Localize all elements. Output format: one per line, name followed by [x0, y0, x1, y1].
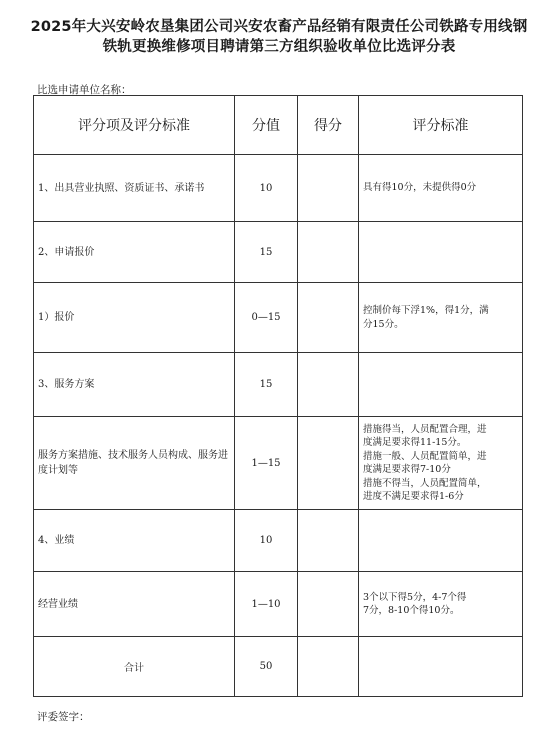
row-value: 15: [235, 222, 298, 283]
table-row: [34, 510, 523, 572]
row-score[interactable]: [298, 417, 359, 510]
row-value: 1—10: [235, 572, 298, 637]
title-line-1: 2025年大兴安岭农垦集团公司兴安农畜产品经销有限责任公司铁路专用线钢: [30, 19, 528, 35]
row-criteria: [359, 222, 523, 283]
row-score[interactable]: [298, 155, 359, 222]
row-score[interactable]: [298, 222, 359, 283]
criteria-line: 措施不得当，人员配置简单，: [363, 477, 487, 489]
header-score: 得分: [298, 96, 359, 155]
header-row: [34, 96, 523, 155]
criteria-line: 3个以下得5分，4-7个得: [363, 591, 467, 603]
table-row: [34, 572, 523, 637]
criteria-line: 措施得当，人员配置合理，进: [363, 423, 487, 435]
applicant-label: 比选申请单位名称：: [37, 84, 132, 96]
table-row: [34, 222, 523, 283]
table-row: [34, 155, 523, 222]
total-row: [34, 637, 523, 697]
header-value: 分值: [235, 96, 298, 155]
criteria-line: 度满足要求得11-15分。: [363, 437, 467, 448]
criteria-line: 7分，8-10个得10分。: [363, 605, 460, 616]
document-title: [22, 17, 536, 57]
row-score[interactable]: [298, 510, 359, 572]
header-item: 评分项及评分标准: [34, 96, 235, 155]
row-criteria: [359, 572, 523, 637]
scoring-table: [33, 95, 523, 697]
row-criteria: [359, 283, 523, 353]
row-item: 4、业绩: [34, 510, 235, 572]
row-item: 服务方案措施、技术服务人员构成、服务进度计划等: [34, 417, 235, 510]
row-criteria: [359, 353, 523, 417]
row-score[interactable]: [298, 283, 359, 353]
row-item: 经营业绩: [34, 572, 235, 637]
row-value: 10: [235, 155, 298, 222]
criteria-line: 控制价每下浮1%，得1分，满: [363, 305, 489, 316]
table-row: [34, 283, 523, 353]
criteria-line: 分15分。: [363, 318, 404, 330]
table-row: [34, 417, 523, 510]
row-criteria: [359, 155, 523, 222]
total-value: 50: [235, 637, 298, 697]
row-score[interactable]: [298, 572, 359, 637]
criteria-line: 进度不满足要求得1-6分: [363, 491, 464, 502]
criteria-line: 度满足要求得7-10分: [363, 464, 451, 475]
row-value: 0—15: [235, 283, 298, 353]
criteria-line: 具有得10分，未提供得0分: [363, 182, 477, 194]
title-line-2: 铁轨更换维修项目聘请第三方组织验收单位比选评分表: [102, 39, 456, 55]
total-score[interactable]: [298, 637, 359, 697]
row-score[interactable]: [298, 353, 359, 417]
header-criteria: 评分标准: [359, 96, 523, 155]
table-row: [34, 353, 523, 417]
row-value: 1—15: [235, 417, 298, 510]
criteria-line: 措施一般、人员配置简单，进: [363, 450, 487, 462]
total-criteria: [359, 637, 523, 697]
row-item: 3、服务方案: [34, 353, 235, 417]
total-label: 合计: [34, 637, 235, 697]
row-criteria: [359, 417, 523, 510]
signature-label: 评委签字：: [37, 711, 90, 723]
row-item: 1）报价: [34, 283, 235, 353]
row-item: 2、申请报价: [34, 222, 235, 283]
row-value: 10: [235, 510, 298, 572]
row-value: 15: [235, 353, 298, 417]
row-item: 1、出具营业执照、资质证书、承诺书: [34, 155, 235, 222]
row-criteria: [359, 510, 523, 572]
